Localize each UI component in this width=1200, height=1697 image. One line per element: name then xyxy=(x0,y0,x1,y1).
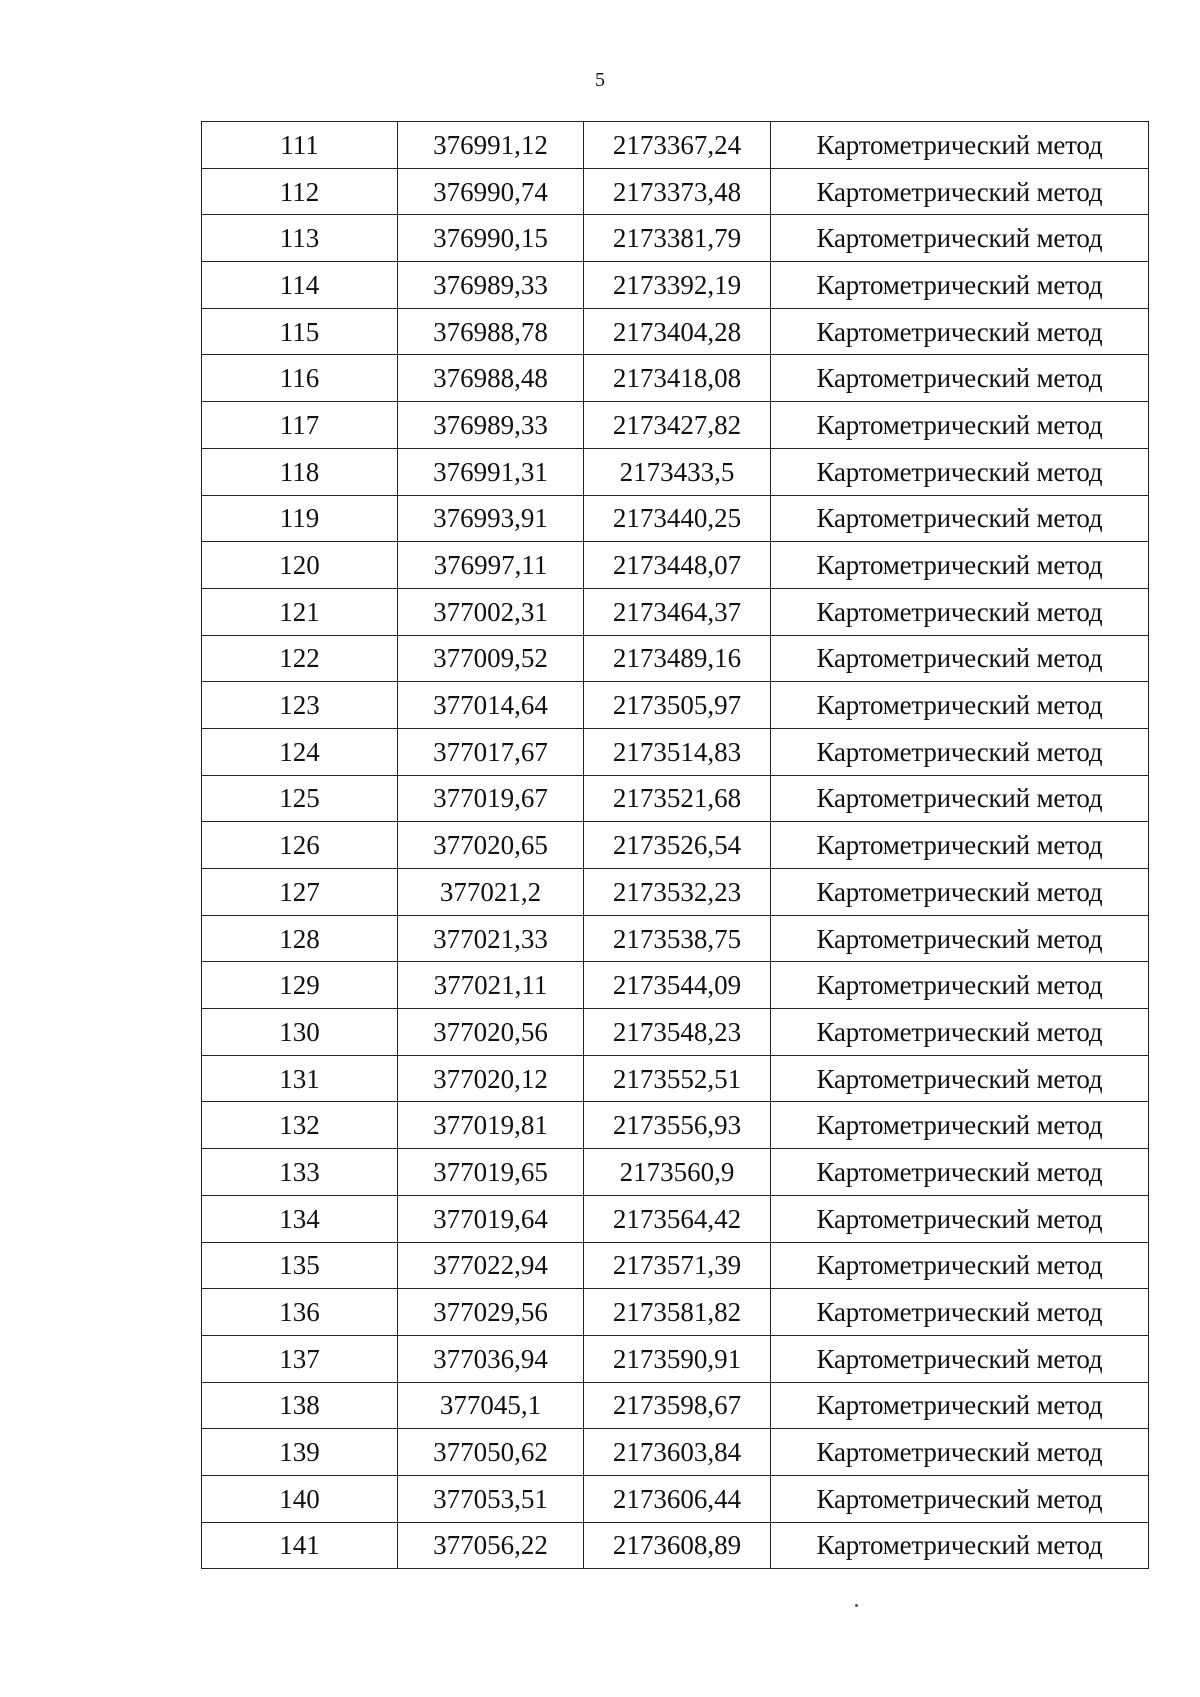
y-coordinate-cell: 2173448,07 xyxy=(584,542,771,589)
point-number-cell: 138 xyxy=(202,1382,398,1429)
y-coordinate-cell: 2173521,68 xyxy=(584,775,771,822)
table-row xyxy=(202,588,1149,635)
y-coordinate-cell: 2173571,39 xyxy=(584,1242,771,1289)
method-cell: Картометрический метод xyxy=(771,122,1149,169)
point-number-cell: 130 xyxy=(202,1009,398,1056)
method-cell: Картометрический метод xyxy=(771,308,1149,355)
table-row xyxy=(202,448,1149,495)
x-coordinate-cell: 377056,22 xyxy=(398,1522,584,1569)
point-number-cell: 141 xyxy=(202,1522,398,1569)
table-row xyxy=(202,215,1149,262)
table-row xyxy=(202,1289,1149,1336)
y-coordinate-cell: 2173392,19 xyxy=(584,262,771,309)
point-number-cell: 125 xyxy=(202,775,398,822)
table-row xyxy=(202,355,1149,402)
table-row xyxy=(202,1055,1149,1102)
point-number-cell: 117 xyxy=(202,402,398,449)
method-cell: Картометрический метод xyxy=(771,168,1149,215)
point-number-cell: 119 xyxy=(202,495,398,542)
point-number-cell: 128 xyxy=(202,915,398,962)
method-cell: Картометрический метод xyxy=(771,1149,1149,1196)
x-coordinate-cell: 377020,12 xyxy=(398,1055,584,1102)
y-coordinate-cell: 2173544,09 xyxy=(584,962,771,1009)
point-number-cell: 132 xyxy=(202,1102,398,1149)
table-row xyxy=(202,1522,1149,1569)
method-cell: Картометрический метод xyxy=(771,1335,1149,1382)
y-coordinate-cell: 2173560,9 xyxy=(584,1149,771,1196)
x-coordinate-cell: 377021,2 xyxy=(398,869,584,916)
y-coordinate-cell: 2173552,51 xyxy=(584,1055,771,1102)
table-row xyxy=(202,1102,1149,1149)
table-row xyxy=(202,1429,1149,1476)
method-cell: Картометрический метод xyxy=(771,1055,1149,1102)
y-coordinate-cell: 2173464,37 xyxy=(584,588,771,635)
table-row xyxy=(202,1149,1149,1196)
x-coordinate-cell: 377050,62 xyxy=(398,1429,584,1476)
point-number-cell: 121 xyxy=(202,588,398,635)
point-number-cell: 112 xyxy=(202,168,398,215)
y-coordinate-cell: 2173489,16 xyxy=(584,635,771,682)
point-number-cell: 118 xyxy=(202,448,398,495)
point-number-cell: 136 xyxy=(202,1289,398,1336)
point-number-cell: 114 xyxy=(202,262,398,309)
y-coordinate-cell: 2173373,48 xyxy=(584,168,771,215)
y-coordinate-cell: 2173381,79 xyxy=(584,215,771,262)
table-row xyxy=(202,308,1149,355)
x-coordinate-cell: 376990,15 xyxy=(398,215,584,262)
x-coordinate-cell: 376989,33 xyxy=(398,262,584,309)
table-row xyxy=(202,1335,1149,1382)
x-coordinate-cell: 376991,31 xyxy=(398,448,584,495)
method-cell: Картометрический метод xyxy=(771,822,1149,869)
y-coordinate-cell: 2173538,75 xyxy=(584,915,771,962)
y-coordinate-cell: 2173581,82 xyxy=(584,1289,771,1336)
table-row xyxy=(202,822,1149,869)
point-number-cell: 140 xyxy=(202,1475,398,1522)
method-cell: Картометрический метод xyxy=(771,1522,1149,1569)
table-row xyxy=(202,915,1149,962)
method-cell: Картометрический метод xyxy=(771,682,1149,729)
point-number-cell: 124 xyxy=(202,728,398,775)
point-number-cell: 129 xyxy=(202,962,398,1009)
x-coordinate-cell: 376990,74 xyxy=(398,168,584,215)
x-coordinate-cell: 377019,64 xyxy=(398,1195,584,1242)
point-number-cell: 116 xyxy=(202,355,398,402)
table-row xyxy=(202,869,1149,916)
x-coordinate-cell: 377019,67 xyxy=(398,775,584,822)
method-cell: Картометрический метод xyxy=(771,1475,1149,1522)
method-cell: Картометрический метод xyxy=(771,728,1149,775)
point-number-cell: 133 xyxy=(202,1149,398,1196)
x-coordinate-cell: 377053,51 xyxy=(398,1475,584,1522)
y-coordinate-cell: 2173514,83 xyxy=(584,728,771,775)
coordinates-table-body xyxy=(202,122,1149,1569)
method-cell: Картометрический метод xyxy=(771,1242,1149,1289)
y-coordinate-cell: 2173367,24 xyxy=(584,122,771,169)
point-number-cell: 113 xyxy=(202,215,398,262)
x-coordinate-cell: 376988,78 xyxy=(398,308,584,355)
method-cell: Картометрический метод xyxy=(771,1289,1149,1336)
method-cell: Картометрический метод xyxy=(771,869,1149,916)
point-number-cell: 123 xyxy=(202,682,398,729)
method-cell: Картометрический метод xyxy=(771,355,1149,402)
method-cell: Картометрический метод xyxy=(771,1102,1149,1149)
x-coordinate-cell: 376991,12 xyxy=(398,122,584,169)
method-cell: Картометрический метод xyxy=(771,262,1149,309)
point-number-cell: 111 xyxy=(202,122,398,169)
y-coordinate-cell: 2173427,82 xyxy=(584,402,771,449)
method-cell: Картометрический метод xyxy=(771,215,1149,262)
y-coordinate-cell: 2173564,42 xyxy=(584,1195,771,1242)
y-coordinate-cell: 2173608,89 xyxy=(584,1522,771,1569)
x-coordinate-cell: 376989,33 xyxy=(398,402,584,449)
x-coordinate-cell: 377022,94 xyxy=(398,1242,584,1289)
y-coordinate-cell: 2173526,54 xyxy=(584,822,771,869)
method-cell: Картометрический метод xyxy=(771,1382,1149,1429)
table-row xyxy=(202,775,1149,822)
table-row xyxy=(202,1195,1149,1242)
table-row xyxy=(202,1009,1149,1056)
method-cell: Картометрический метод xyxy=(771,635,1149,682)
y-coordinate-cell: 2173418,08 xyxy=(584,355,771,402)
y-coordinate-cell: 2173606,44 xyxy=(584,1475,771,1522)
x-coordinate-cell: 376988,48 xyxy=(398,355,584,402)
y-coordinate-cell: 2173556,93 xyxy=(584,1102,771,1149)
method-cell: Картометрический метод xyxy=(771,1009,1149,1056)
method-cell: Картометрический метод xyxy=(771,962,1149,1009)
method-cell: Картометрический метод xyxy=(771,448,1149,495)
y-coordinate-cell: 2173590,91 xyxy=(584,1335,771,1382)
x-coordinate-cell: 377021,33 xyxy=(398,915,584,962)
point-number-cell: 135 xyxy=(202,1242,398,1289)
x-coordinate-cell: 377036,94 xyxy=(398,1335,584,1382)
y-coordinate-cell: 2173548,23 xyxy=(584,1009,771,1056)
table-row xyxy=(202,122,1149,169)
x-coordinate-cell: 377019,65 xyxy=(398,1149,584,1196)
y-coordinate-cell: 2173603,84 xyxy=(584,1429,771,1476)
method-cell: Картометрический метод xyxy=(771,402,1149,449)
table-row xyxy=(202,1242,1149,1289)
table-row xyxy=(202,1382,1149,1429)
x-coordinate-cell: 377009,52 xyxy=(398,635,584,682)
x-coordinate-cell: 377045,1 xyxy=(398,1382,584,1429)
point-number-cell: 134 xyxy=(202,1195,398,1242)
y-coordinate-cell: 2173440,25 xyxy=(584,495,771,542)
x-coordinate-cell: 376993,91 xyxy=(398,495,584,542)
method-cell: Картометрический метод xyxy=(771,495,1149,542)
table-row xyxy=(202,962,1149,1009)
method-cell: Картометрический метод xyxy=(771,915,1149,962)
method-cell: Картометрический метод xyxy=(771,588,1149,635)
method-cell: Картометрический метод xyxy=(771,775,1149,822)
table-row xyxy=(202,495,1149,542)
x-coordinate-cell: 377002,31 xyxy=(398,588,584,635)
table-row xyxy=(202,1475,1149,1522)
x-coordinate-cell: 377020,65 xyxy=(398,822,584,869)
point-number-cell: 127 xyxy=(202,869,398,916)
x-coordinate-cell: 376997,11 xyxy=(398,542,584,589)
x-coordinate-cell: 377019,81 xyxy=(398,1102,584,1149)
table-row xyxy=(202,542,1149,589)
point-number-cell: 137 xyxy=(202,1335,398,1382)
method-cell: Картометрический метод xyxy=(771,1429,1149,1476)
point-number-cell: 139 xyxy=(202,1429,398,1476)
coordinates-table xyxy=(201,121,1149,1569)
table-row xyxy=(202,262,1149,309)
x-coordinate-cell: 377020,56 xyxy=(398,1009,584,1056)
point-number-cell: 122 xyxy=(202,635,398,682)
page-number: 5 xyxy=(595,69,605,91)
y-coordinate-cell: 2173598,67 xyxy=(584,1382,771,1429)
y-coordinate-cell: 2173433,5 xyxy=(584,448,771,495)
point-number-cell: 126 xyxy=(202,822,398,869)
point-number-cell: 120 xyxy=(202,542,398,589)
table-row xyxy=(202,728,1149,775)
x-coordinate-cell: 377014,64 xyxy=(398,682,584,729)
table-row xyxy=(202,402,1149,449)
y-coordinate-cell: 2173505,97 xyxy=(584,682,771,729)
table-row xyxy=(202,168,1149,215)
point-number-cell: 131 xyxy=(202,1055,398,1102)
x-coordinate-cell: 377021,11 xyxy=(398,962,584,1009)
y-coordinate-cell: 2173532,23 xyxy=(584,869,771,916)
table-row xyxy=(202,682,1149,729)
x-coordinate-cell: 377029,56 xyxy=(398,1289,584,1336)
method-cell: Картометрический метод xyxy=(771,1195,1149,1242)
point-number-cell: 115 xyxy=(202,308,398,355)
stray-mark xyxy=(855,1604,858,1607)
method-cell: Картометрический метод xyxy=(771,542,1149,589)
x-coordinate-cell: 377017,67 xyxy=(398,728,584,775)
table-row xyxy=(202,635,1149,682)
y-coordinate-cell: 2173404,28 xyxy=(584,308,771,355)
